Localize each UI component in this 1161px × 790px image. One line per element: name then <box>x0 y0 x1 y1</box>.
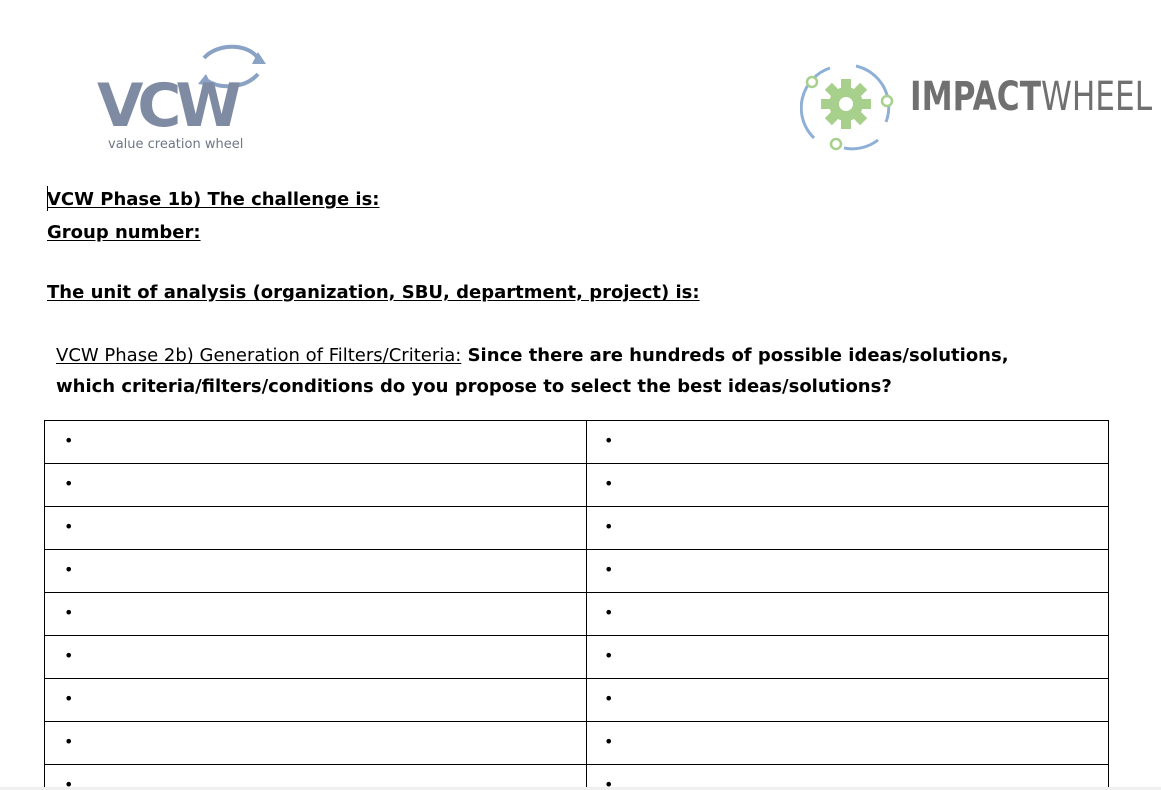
bullet-point: • <box>604 474 614 493</box>
bullet-point: • <box>64 732 74 751</box>
criteria-cell-left[interactable] <box>45 421 587 464</box>
criteria-cell-left[interactable] <box>45 593 587 636</box>
bullet-point: • <box>604 517 614 536</box>
criteria-cell-right[interactable] <box>587 679 1109 722</box>
wheel-word: WHEEL <box>1040 74 1153 120</box>
challenge-heading[interactable]: VCW Phase 1b) The challenge is: <box>47 189 380 210</box>
bullet-point: • <box>604 732 614 751</box>
table-row <box>45 593 1109 636</box>
table-row <box>45 464 1109 507</box>
bullet-point: • <box>604 646 614 665</box>
criteria-cell-right[interactable] <box>587 550 1109 593</box>
vcw-logo <box>96 44 271 156</box>
table-row <box>45 765 1109 788</box>
phase-2b-question: Since there are hundreds of possible ideas/solutions, which criteria/filters/conditions do you propose to select the best ideas/solutions? <box>56 345 1009 397</box>
phase-2b-heading: VCW Phase 2b) Generation of Filters/Criteria: <box>56 345 462 366</box>
criteria-cell-right[interactable] <box>587 722 1109 765</box>
criteria-cell-right[interactable] <box>587 464 1109 507</box>
bullet-point: • <box>604 431 614 450</box>
table-row <box>45 421 1109 464</box>
criteria-cell-left[interactable] <box>45 765 587 788</box>
criteria-cell-left[interactable] <box>45 464 587 507</box>
bullet-point: • <box>604 603 614 622</box>
unit-of-analysis-heading[interactable]: The unit of analysis (organization, SBU, department, project) is: <box>47 282 700 303</box>
impact-wheel-logo <box>800 60 1153 154</box>
bullet-point: • <box>64 474 74 493</box>
criteria-cell-left[interactable] <box>45 722 587 765</box>
bullet-point: • <box>64 517 74 536</box>
criteria-cell-right[interactable] <box>587 765 1109 788</box>
impact-wheel-wordmark <box>910 74 1153 120</box>
bullet-point: • <box>64 646 74 665</box>
table-row <box>45 507 1109 550</box>
criteria-cell-left[interactable] <box>45 636 587 679</box>
criteria-cell-right[interactable] <box>587 636 1109 679</box>
vcw-wordmark: VCW <box>97 71 236 141</box>
bullet-point: • <box>64 689 74 708</box>
bullet-point: • <box>604 689 614 708</box>
vcw-tagline: value creation wheel <box>108 137 244 152</box>
bullet-point: • <box>604 775 614 787</box>
group-number-heading[interactable]: Group number: <box>47 222 201 243</box>
bullet-point: • <box>64 603 74 622</box>
table-row <box>45 550 1109 593</box>
criteria-table <box>44 420 1109 787</box>
bullet-point: • <box>64 775 74 787</box>
criteria-cell-right[interactable] <box>587 421 1109 464</box>
bullet-point: • <box>64 431 74 450</box>
criteria-cell-left[interactable] <box>45 507 587 550</box>
impact-word: IMPACT <box>910 74 1041 120</box>
criteria-cell-right[interactable] <box>587 507 1109 550</box>
phase-2b-paragraph[interactable] <box>56 340 1056 402</box>
criteria-cell-left[interactable] <box>45 550 587 593</box>
table-row <box>45 679 1109 722</box>
criteria-cell-left[interactable] <box>45 679 587 722</box>
table-row <box>45 722 1109 765</box>
bullet-point: • <box>604 560 614 579</box>
table-row <box>45 636 1109 679</box>
criteria-cell-right[interactable] <box>587 593 1109 636</box>
gear-icon <box>800 60 900 154</box>
bullet-point: • <box>64 560 74 579</box>
